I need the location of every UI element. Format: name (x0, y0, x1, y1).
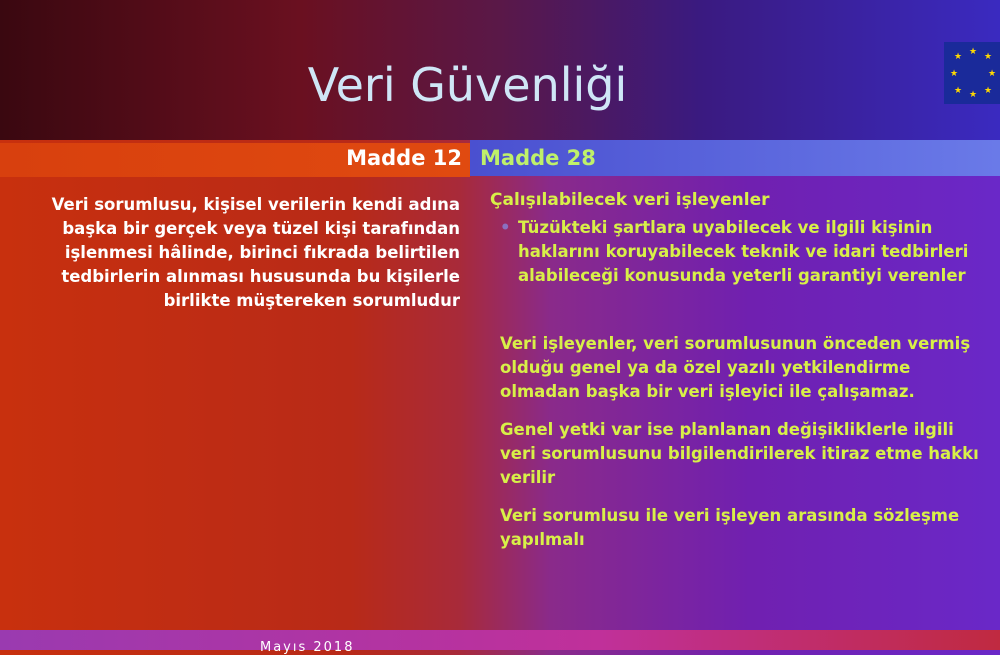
paragraph: Veri işleyenler, veri sorumlusunun önceden vermiş olduğu genel ya da özel yazılı yetkilendirme olmadan başka bir veri işleyici ile çalışamaz. (500, 334, 971, 401)
madde-12-text: Veri sorumlusu, kişisel verilerin kendi adına başka bir gerçek veya tüzel kişi tarafından işlenmesi hâlinde, birinci fıkrada belirtilen tedbirlerin alınması hususunda bu kişilerle birlikte müştereken sorumludur (51, 195, 460, 310)
eu-flag-logo: ★ ★ ★ ★ ★ ★ ★ ★ (944, 42, 1000, 104)
madde-28-content (490, 188, 980, 552)
subheading: Çalışılabilecek veri işleyenler (490, 190, 770, 210)
madde-12-heading: Madde 12 (346, 146, 462, 170)
footer-text: Mayıs 2018 (260, 640, 355, 655)
paragraph: Genel yetki var ise planlanan değişikliklerle ilgili veri sorumlusunu bilgilendirilerek itiraz etme hakkı verilir (500, 420, 979, 487)
slide-title: Veri Güvenliği (307, 58, 628, 112)
bullet-item (500, 216, 980, 288)
madde-28-heading: Madde 28 (480, 146, 596, 170)
bullet-icon: • (500, 218, 511, 237)
bullet-text: Tüzükteki şartlara uyabilecek ve ilgili kişinin haklarını koruyabilecek teknik ve idari tedbirleri alabileceği konusunda yeterli garantiyi verenler (518, 218, 969, 285)
paragraph: Veri sorumlusu ile veri işleyen arasında sözleşme yapılmalı (500, 506, 960, 549)
footer-band (0, 630, 1000, 650)
